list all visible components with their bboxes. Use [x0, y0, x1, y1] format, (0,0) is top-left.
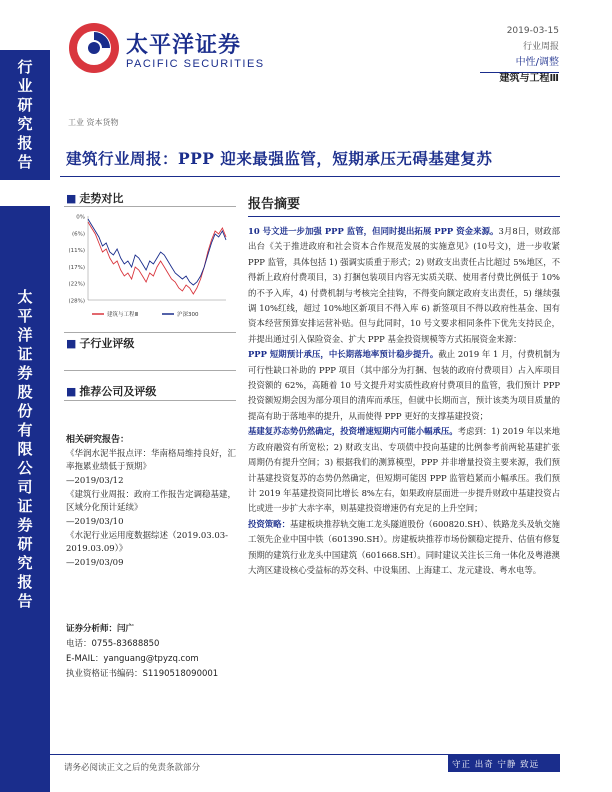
legend-label: 沪深300 [177, 312, 199, 318]
abstract-paragraph: 10 号文进一步加强 PPP 监管，但同时提出拓展 PPP 资金来源。3月8日，财政部出台《关于推进政府和社会资本合作规范发展的实施意见》(10号文)，进一步收紧 PPP 监管，具体包括 1) 强调实质重于形式；2) 财政支出责任占比超过 5%地区，不得新上政府付费项目，3) 打捆包装项目内容无实质关联、使用者付费比例低于 10%的不予入库，4) 付费机制与考核完全挂钩，不得变向额定政府支出责任，5) 继续强调 10%红线，超过 10%地区新项目不得入库 6) 新签项目不得以政府性基金、国有资本经营预算安排运营补贴。但与此同时，10 号文要求相同条件下优先支持民企，并提出通过引入保险资金、扩大 PPP 基金投资规模等方式拓展资金来源： [248, 226, 560, 344]
side-label-top: 行业研究报告 [17, 58, 33, 171]
breadcrumb: 工业 资本货物 [68, 118, 119, 127]
header-meta [500, 23, 559, 87]
abstract-paragraph: PPP 短期预计承压，中长期落地率预计稳步提升。截止 2019 年 1 月，付费机制为可行性缺口补助的 PPP 项目（其中部分为打捆、包装的政府付费项目）占入库项目投资额的 62%，高随着 10 号文提升对实质性政府付费项目的监管，我们预计 PPP 投资额短期会因为部分项目的清库而承压，但就中长期而言，预计该类为项目质量的提高有助于落地率的提升，从而使得 PPP 更好的支撑基建投资； [248, 349, 560, 421]
abstract-paragraph: 基建复苏态势仍然确定，投资增速短期内可能小幅承压。考虑到：1) 2019 年以来地方政府融资有所宽松；2) 财政支出、专项债中投向基建的比例参考前两轮基建扩张周期仍有提升空间；3) 根据我们的测算模型，PPP 并非增量投资主要来源，我们预计基建投资复苏的态势仍然确定，但短期可能因 PPP 监管趋紧而小幅承压。我们预计 2019 年基建投资同比增长 8%左右，如果政府层面进一步提升财政中基建投资占比或进一步扩大赤字率，则基建投资增速仍有充足的上升空间； [248, 426, 561, 514]
side-label-bottom: 太平洋证券股份有限公司证券研究报告 [17, 288, 33, 610]
related-report-date: —2019/03/12 [66, 476, 124, 486]
trend-chart [64, 208, 232, 326]
analyst-email[interactable]: E-MAIL：yanguang@tpyzq.com [66, 654, 199, 664]
divider [64, 332, 236, 333]
divider [64, 400, 236, 401]
logo-en-text: PACIFIC SECURITIES [126, 58, 265, 70]
divider [64, 206, 236, 207]
y-tick-label: (6%) [71, 231, 85, 238]
trend-heading: ■ 走势对比 [66, 192, 124, 205]
footer-motto: 守正 出奇 宁静 致远 [452, 760, 540, 770]
section-marker-icon: ■ [66, 385, 77, 398]
abstract-paragraph: 投资策略：基建板块推荐轨交施工龙头隧道股份（600820.SH）、铁路龙头及轨交施工领先企业中国中铁（601390.SH）。房建板块推荐市场份额稳定提升、估值有修复预期的建筑行业龙头中国建筑（601668.SH）。同时建议关注长三角一体化及粤港澳大湾区建设核心受益标的苏交科、中设集团、上海建工、龙元建设、粤水电等。 [248, 518, 561, 575]
related-report-title[interactable]: 《华润水泥半报点评：华南格局维持良好，汇率拖累业绩低于预期》 [66, 449, 237, 472]
report-type: 行业周报 [522, 42, 559, 52]
sector-name: 建筑与工程Ⅲ [499, 73, 559, 84]
related-report-date: —2019/03/10 [66, 517, 124, 527]
title-divider [60, 176, 560, 177]
y-tick-label: (28%) [68, 298, 85, 305]
page-title: 建筑行业周报：PPP 迎来最强监管，短期承压无碍基建复苏 [66, 149, 493, 168]
divider [64, 370, 236, 371]
legend-label: 建筑与工程Ⅲ [107, 312, 139, 318]
y-tick-label: 0% [76, 214, 85, 221]
side-banner-bottom [0, 206, 50, 792]
disclaimer-note: 请务必阅读正文之后的免责条款部分 [64, 763, 201, 773]
y-tick-label: (17%) [68, 264, 85, 271]
industry-rating: 中性/调整 [515, 57, 559, 68]
related-report-title[interactable]: 《水泥行业运用度数据综述（2019.03.03-2019.03.09）》 [66, 531, 229, 554]
analyst-license: 执业资格证书编码：S1190518090001 [66, 669, 219, 679]
header-divider [480, 72, 559, 73]
section-marker-icon: ■ [66, 337, 77, 350]
side-banner [0, 50, 50, 792]
y-tick-label: (11%) [68, 248, 85, 255]
recommend-heading: ■ 推荐公司及评级 [66, 385, 157, 398]
analyst-contact [66, 622, 246, 682]
abstract-body [248, 224, 560, 578]
y-tick-label: (22%) [68, 281, 85, 288]
abstract-divider [248, 216, 560, 217]
related-report-date: —2019/03/09 [66, 558, 124, 568]
related-reports-list [66, 448, 236, 571]
related-reports-heading: 相关研究报告： [66, 435, 130, 445]
sub-rating-heading: ■ 子行业评级 [66, 337, 135, 350]
logo-mark-icon [68, 22, 120, 74]
abstract-heading: 报告摘要 [248, 197, 301, 212]
section-marker-icon: ■ [66, 192, 77, 205]
related-report-title[interactable]: 《建筑行业周报：政府工作报告定调稳基建，区域分化预计延续》 [66, 490, 237, 513]
logo-cn-text: 太平洋证券 [126, 33, 242, 58]
company-logo [68, 22, 268, 76]
analyst-phone: 电话：0755-83688850 [66, 639, 160, 649]
series-line-2 [88, 219, 226, 285]
analyst-name: 证券分析师：闫广 [66, 624, 135, 634]
side-banner-top [0, 50, 50, 180]
report-date: 2019-03-15 [506, 26, 559, 36]
